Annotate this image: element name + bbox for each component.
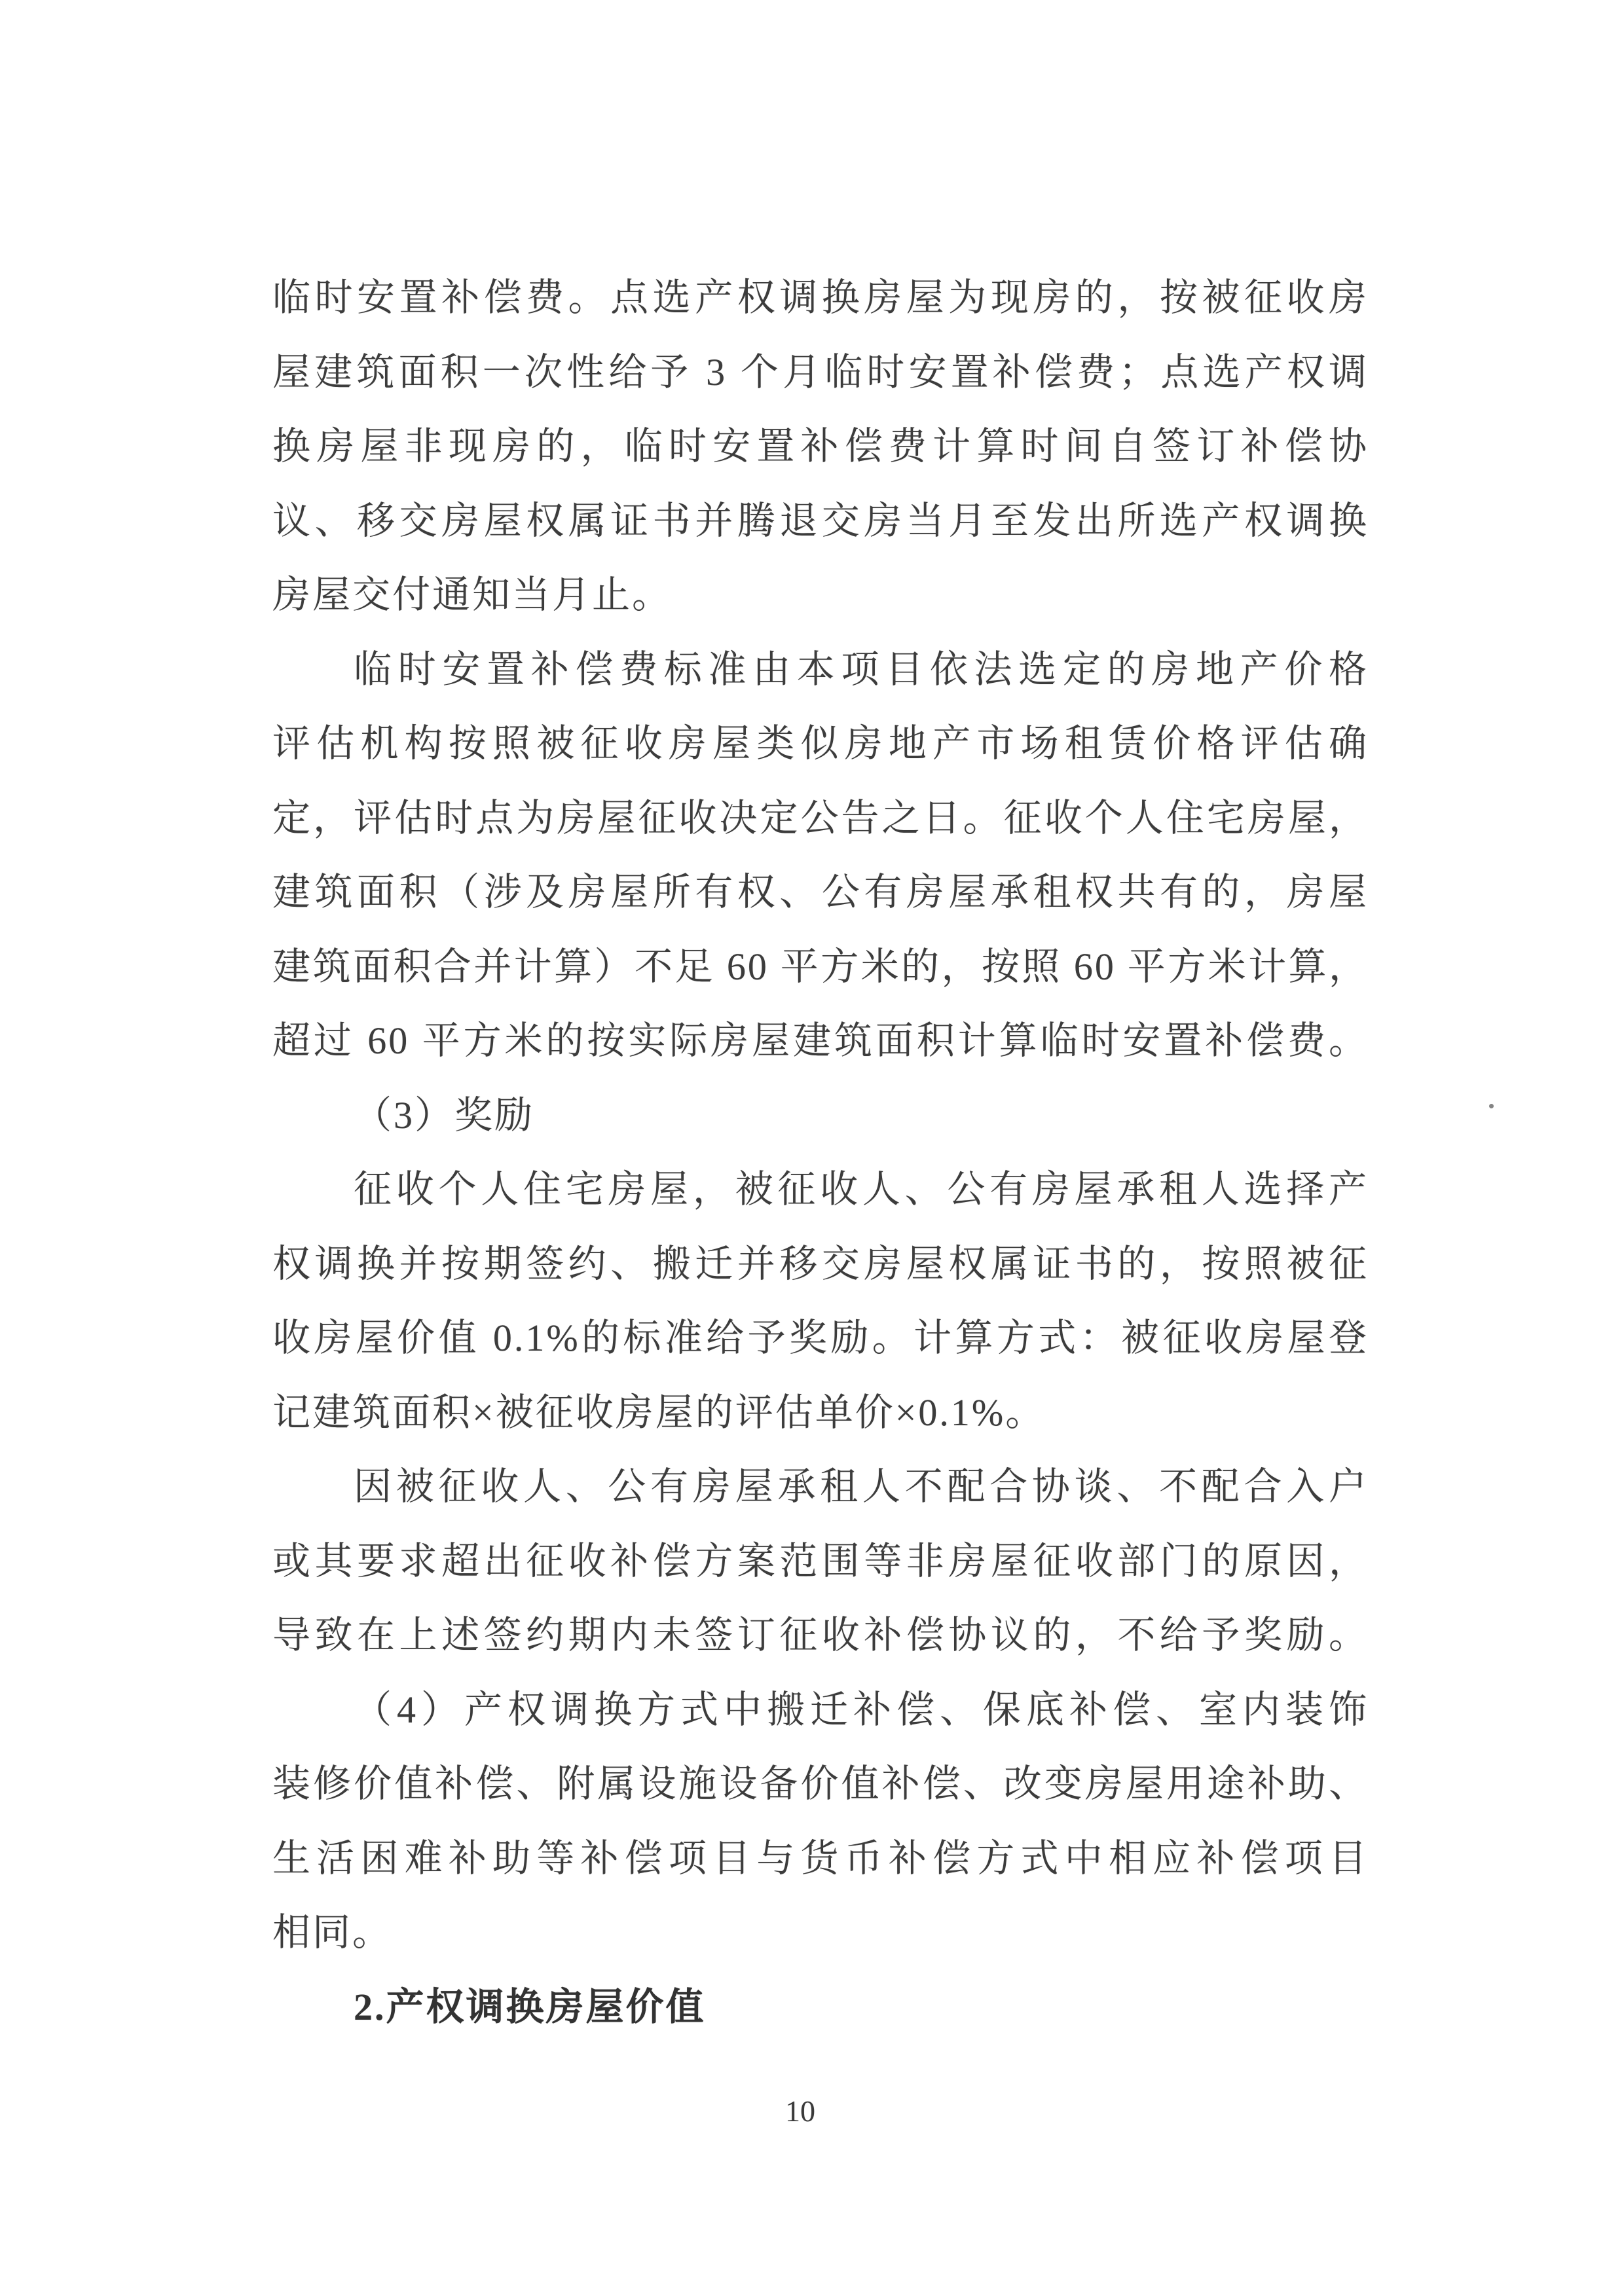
- text-line: 换房屋非现房的，临时安置补偿费计算时间自签订补偿协: [272, 425, 1369, 467]
- text-line: 因被征收人、公有房屋承租人不配合协谈、不配合入户: [354, 1465, 1369, 1508]
- text-line: 屋建筑面积一次性给予 3 个月临时安置补偿费；点选产权调: [272, 350, 1369, 393]
- text-line: 建筑面积合并计算）不足 60 平方米的，按照 60 平方米计算，: [272, 945, 1369, 988]
- text-line: 临时安置补偿费标准由本项目依法选定的房地产价格: [354, 647, 1369, 691]
- text-line: 临时安置补偿费。点选产权调换房屋为现房的，按被征收房: [272, 276, 1369, 319]
- list-item-heading: （3）奖励: [354, 1093, 535, 1137]
- text-line: 征收个人住宅房屋，被征收人、公有房屋承租人选择产: [354, 1168, 1369, 1211]
- text-line: 记建筑面积×被征收房屋的评估单价×0.1%。: [272, 1391, 1046, 1434]
- text-line: 或其要求超出征收补偿方案范围等非房屋征收部门的原因，: [272, 1539, 1369, 1582]
- text-line: 相同。: [272, 1911, 393, 1954]
- section-heading: 2.产权调换房屋价值: [354, 1985, 706, 2028]
- text-line: 房屋交付通知当月止。: [272, 574, 673, 616]
- text-line: 评估机构按照被征收房屋类似房地产市场租赁价格评估确: [272, 722, 1369, 765]
- text-line: 建筑面积（涉及房屋所有权、公有房屋承租权共有的，房屋: [272, 871, 1369, 913]
- text-line: 导致在上述签约期内未签订征收补偿协议的，不给予奖励。: [272, 1614, 1369, 1656]
- text-line: （4）产权调换方式中搬迁补偿、保底补偿、室内装饰: [354, 1688, 1369, 1731]
- scan-artifact-dot: [1489, 1104, 1494, 1108]
- text-line: 权调换并按期签约、搬迁并移交房屋权属证书的，按照被征: [272, 1242, 1369, 1285]
- text-line: 生活困难补助等补偿项目与货币补偿方式中相应补偿项目: [272, 1836, 1369, 1880]
- text-line: 议、移交房屋权属证书并腾退交房当月至发出所选产权调换: [272, 499, 1369, 542]
- text-line: 超过 60 平方米的按实际房屋建筑面积计算临时安置补偿费。: [272, 1019, 1369, 1062]
- page-number: 10: [785, 2094, 815, 2128]
- body-text-block: [272, 261, 1369, 2044]
- text-line: 定，评估时点为房屋征收决定公告之日。征收个人住宅房屋，: [272, 796, 1369, 839]
- text-line: 装修价值补偿、附属设施设备价值补偿、改变房屋用途补助、: [272, 1762, 1369, 1805]
- text-line: 收房屋价值 0.1%的标准给予奖励。计算方式：被征收房屋登: [272, 1317, 1369, 1359]
